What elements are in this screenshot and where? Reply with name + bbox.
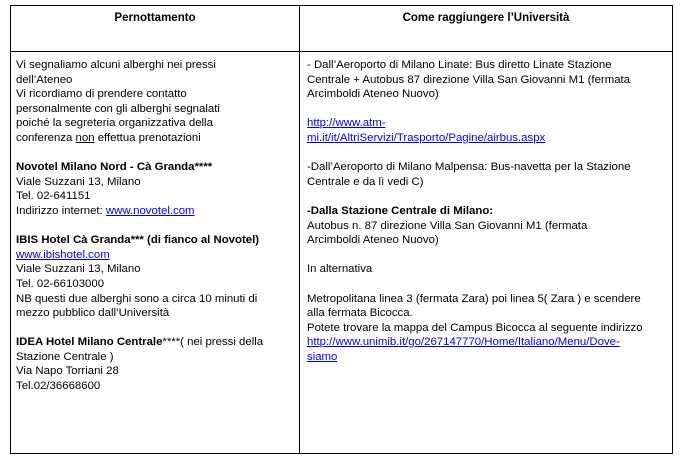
directions-column: [307, 58, 669, 364]
intro-line: poiché la segreteria organizzativa della: [16, 117, 213, 130]
metro-directions: alla fermata Bicocca.: [307, 307, 413, 320]
hotel-idea-address: Via Napo Torriani 28: [16, 365, 119, 378]
nb-note: mezzo pubblico dall’Università: [16, 307, 170, 320]
hotel-ibis-address: Viale Suzzani 13, Milano: [16, 263, 141, 276]
web-label: Indirizzo internet:: [16, 204, 106, 217]
hotel-idea-name-bold: IDEA Hotel Milano Centrale: [16, 336, 163, 349]
header-come-raggiungere: Come raggiungere l’Università: [402, 12, 570, 24]
column-divider: [299, 6, 300, 453]
intro-line: Vi segnaliamo alcuni alberghi nei pressi: [16, 59, 216, 71]
map-info: Potete trovare la mappa del Campus Bicocca al seguente indirizzo: [307, 321, 643, 334]
hotel-idea-name-rest: ****( nei pressi della: [162, 336, 264, 349]
intro-text: effettua prenotazioni: [94, 131, 201, 144]
hotel-novotel-web: [16, 204, 296, 219]
malpensa-directions: Centrale e da lì vedi C): [307, 175, 424, 188]
underlined-non: non: [75, 131, 95, 144]
intro-line: dell’Ateneo: [16, 73, 73, 86]
header-pernottamento: Pernottamento: [114, 12, 196, 24]
intro-line: [16, 131, 296, 146]
hotel-idea-name: [16, 335, 296, 350]
centrale-directions: Autobus n. 87 direzione Villa San Giovanni M1 (fermata: [307, 219, 588, 232]
campus-map-link[interactable]: siamo: [307, 350, 338, 363]
atm-link[interactable]: http://www.atm-: [307, 117, 386, 130]
linate-directions: Arcimboldi Ateneo Nuovo): [307, 88, 439, 101]
centrale-directions: Arcimboldi Ateneo Nuovo): [307, 234, 439, 247]
hotel-ibis-name: IBIS Hotel Cà Granda*** (di fianco al Novotel): [16, 234, 260, 247]
linate-directions: - Dall’Aeroporto di Milano Linate: Bus diretto Linate Stazione: [307, 59, 612, 71]
intro-text: conferenza: [16, 131, 76, 144]
intro-line: personalmente con gli alberghi segnalati: [16, 102, 220, 115]
hotel-novotel-name: Novotel Milano Nord - Cà Granda****: [16, 161, 213, 174]
hotel-idea-location: Stazione Centrale ): [16, 350, 114, 363]
metro-directions: Metropolitana linea 3 (fermata Zara) poi linea 5( Zara ) e scendere: [307, 292, 641, 305]
nb-note: NB questi due alberghi sono a circa 10 minuti di: [16, 292, 258, 305]
malpensa-directions: -Dall’Aeroporto di Milano Malpensa: Bus-navetta per la Stazione: [307, 161, 631, 174]
info-table: [10, 5, 673, 454]
accommodation-column: [16, 58, 296, 394]
intro-line: Vi ricordiamo di prendere contatto: [16, 88, 187, 101]
campus-map-link[interactable]: http://www.unimib.it/go/267147770/Home/Italiano/Menu/Dove-: [307, 336, 620, 349]
centrale-title: -Dalla Stazione Centrale di Milano:: [307, 204, 494, 217]
hotel-ibis-phone: Tel. 02-66103000: [16, 277, 105, 290]
header-divider: [11, 51, 672, 52]
hotel-novotel-address: Viale Suzzani 13, Milano: [16, 175, 141, 188]
hotel-idea-phone: Tel.02/36668600: [16, 380, 101, 393]
ibis-link[interactable]: www.ibishotel.com: [16, 248, 110, 261]
hotel-novotel-phone: Tel. 02-641151: [16, 190, 91, 203]
atm-link[interactable]: mi.it/it/AltriServizi/Trasporto/Pagine/airbus.aspx: [307, 131, 546, 144]
alternative-label: In alternativa: [307, 263, 373, 276]
linate-directions: Centrale + Autobus 87 direzione Villa San Giovanni M1 (fermata: [307, 73, 631, 86]
novotel-link[interactable]: www.novotel.com: [105, 204, 195, 217]
